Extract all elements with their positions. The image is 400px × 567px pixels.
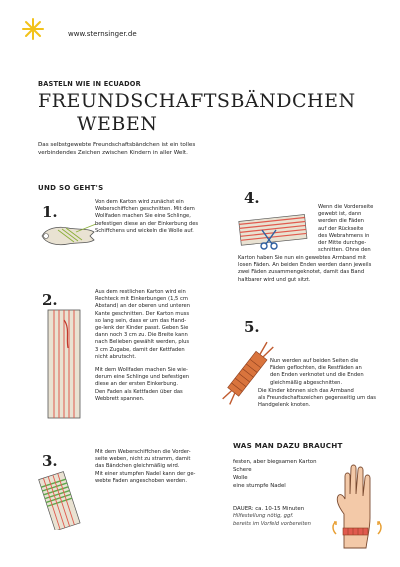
step-line: 3 cm Zugabe, damit der Kettfaden [95,346,185,353]
step-line: Den Faden als Kettfaden über das [95,388,183,395]
duration-value: ca. 10-15 Minuten [255,506,305,512]
step-4-text-right [318,204,396,254]
step-line: Webbrett spannen. [95,395,145,402]
intro-line: verbindendes Zeichen zwischen Kindern in aller Welt. [38,150,188,156]
step-line: haltbarer wird und gut sitzt. [238,276,311,283]
step-line: nach Belieben gewählt werden, plus [95,339,190,346]
step-line: Wenn die Vorderseite [318,204,374,210]
howto-heading: UND SO GEHT'S [38,184,104,192]
step-line: Die Kinder können sich das Armband [258,388,354,394]
weaving-board-illustration [46,308,82,420]
sun-logo-icon [22,18,44,40]
step-1-number: 1. [42,203,58,221]
intro-line: Das selbstgewebte Freundschaftsbändchen ist ein tolles [38,142,196,148]
needs-heading: WAS MAN DAZU BRAUCHT [233,441,343,450]
step-3-number: 3. [42,452,58,470]
step-4-number: 4. [244,189,260,207]
needs-list [233,458,333,490]
step-line: befestigen diese an der Einkerbung des [95,220,199,227]
step-line: als Freundschaftszeichen gegenseitig um das [258,395,376,402]
step-line: diese an der ersten Einkerbung. [95,381,178,388]
hint-line: Hilfestellung nötig, ggf. [233,513,294,519]
step-line: gewebt ist, dann [318,211,362,218]
needs-item: festen, aber biegsamen Karton [233,459,317,465]
step-line: seite weben, nicht zu stramm, damit [95,456,191,463]
step-line: Von dem Karton wird zunächst ein [95,199,184,205]
page-title-line1: FREUNDSCHAFTSBÄNDCHEN [38,90,356,112]
hint-line: bereits im Vorfeld vorbereiten [233,520,311,527]
step-line: schnitten. Ohne den [318,247,371,254]
step-line: webte Faden angeschoben werden. [95,477,187,484]
step-line: auf der Rückseite [318,225,364,232]
step-line: derum eine Schlinge und befestigen [95,374,190,381]
step-line: den Enden verknotet und die Enden [270,372,364,379]
needs-item: Wolle [233,475,248,481]
step-line: Fäden geflochten, die Restfäden an [270,365,362,372]
step-line: gleichmäßig abgeschnitten. [270,379,343,386]
step-line: Handgelenk knoten. [258,402,311,409]
step-line: der Mitte durchge- [318,240,367,247]
step-1-text [95,199,225,235]
step-line: zwei Fäden zusammengeknotet, damit das Band [238,269,365,276]
hint-text [233,513,343,528]
page-title-line2: WEBEN [77,113,158,135]
step-line: dann noch 3 cm zu. Die Breite kann [95,332,188,339]
step-5-text-b [258,388,398,410]
step-line: ge-lenk der Kinder passt. Geben Sie [95,325,189,332]
step-line: Mit dem Weberschiffchen die Vorder- [95,449,191,455]
step-line: werden die Fäden [318,218,364,225]
step-line: Schiffchens und wickeln die Wolle auf. [95,227,194,234]
step-line: Mit einer stumpfen Nadel kann der ge- [95,470,196,477]
step-line: Weberschiffchen geschnitten. Mit dem [95,206,195,213]
step-line: das Bändchen gleichmäßig wird. [95,463,180,470]
step-line: losen Fäden. An beiden Enden werden dann jeweils [238,262,372,269]
kicker-heading: BASTELN WIE IN ECUADOR [38,80,141,88]
cut-threads-illustration [232,208,312,254]
step-line: Wollfaden machen Sie eine Schlinge, [95,213,191,220]
step-line: Aus dem restlichen Karton wird ein [95,289,186,295]
woven-band-illustration [34,470,86,530]
duration [233,505,304,513]
step-2-text [95,289,225,403]
step-5-number: 5. [244,318,260,336]
step-line: des Webrahmens in [318,232,370,239]
shuttle-illustration [38,222,98,250]
step-4-text-full [238,255,388,284]
step-2-number: 2. [42,291,58,309]
website-url[interactable]: www.sternsinger.de [68,30,137,38]
intro-text [38,141,248,157]
step-line: so lang sein, dass er um das Hand- [95,317,187,324]
step-line: Abstand) an der oberen und unteren [95,303,191,310]
step-line: Karton haben Sie nun ein gewebtes Armband mit [238,255,366,261]
step-line: Rechteck mit Einkerbungen (1,5 cm [95,296,188,303]
step-line: nicht abrutscht. [95,353,137,360]
hand-with-bracelet-illustration [330,456,386,552]
step-line: Nun werden auf beiden Seiten die [270,358,359,364]
step-line: Kante geschnitten. Der Karton muss [95,310,190,317]
step-line: Mit dem Wollfaden machen Sie wie- [95,367,188,374]
needs-item: eine stumpfe Nadel [233,483,286,489]
step-3-text [95,449,225,485]
needs-item: Schere [233,467,252,473]
duration-label: DAUER: [233,506,254,512]
step-5-text-a [270,358,396,387]
